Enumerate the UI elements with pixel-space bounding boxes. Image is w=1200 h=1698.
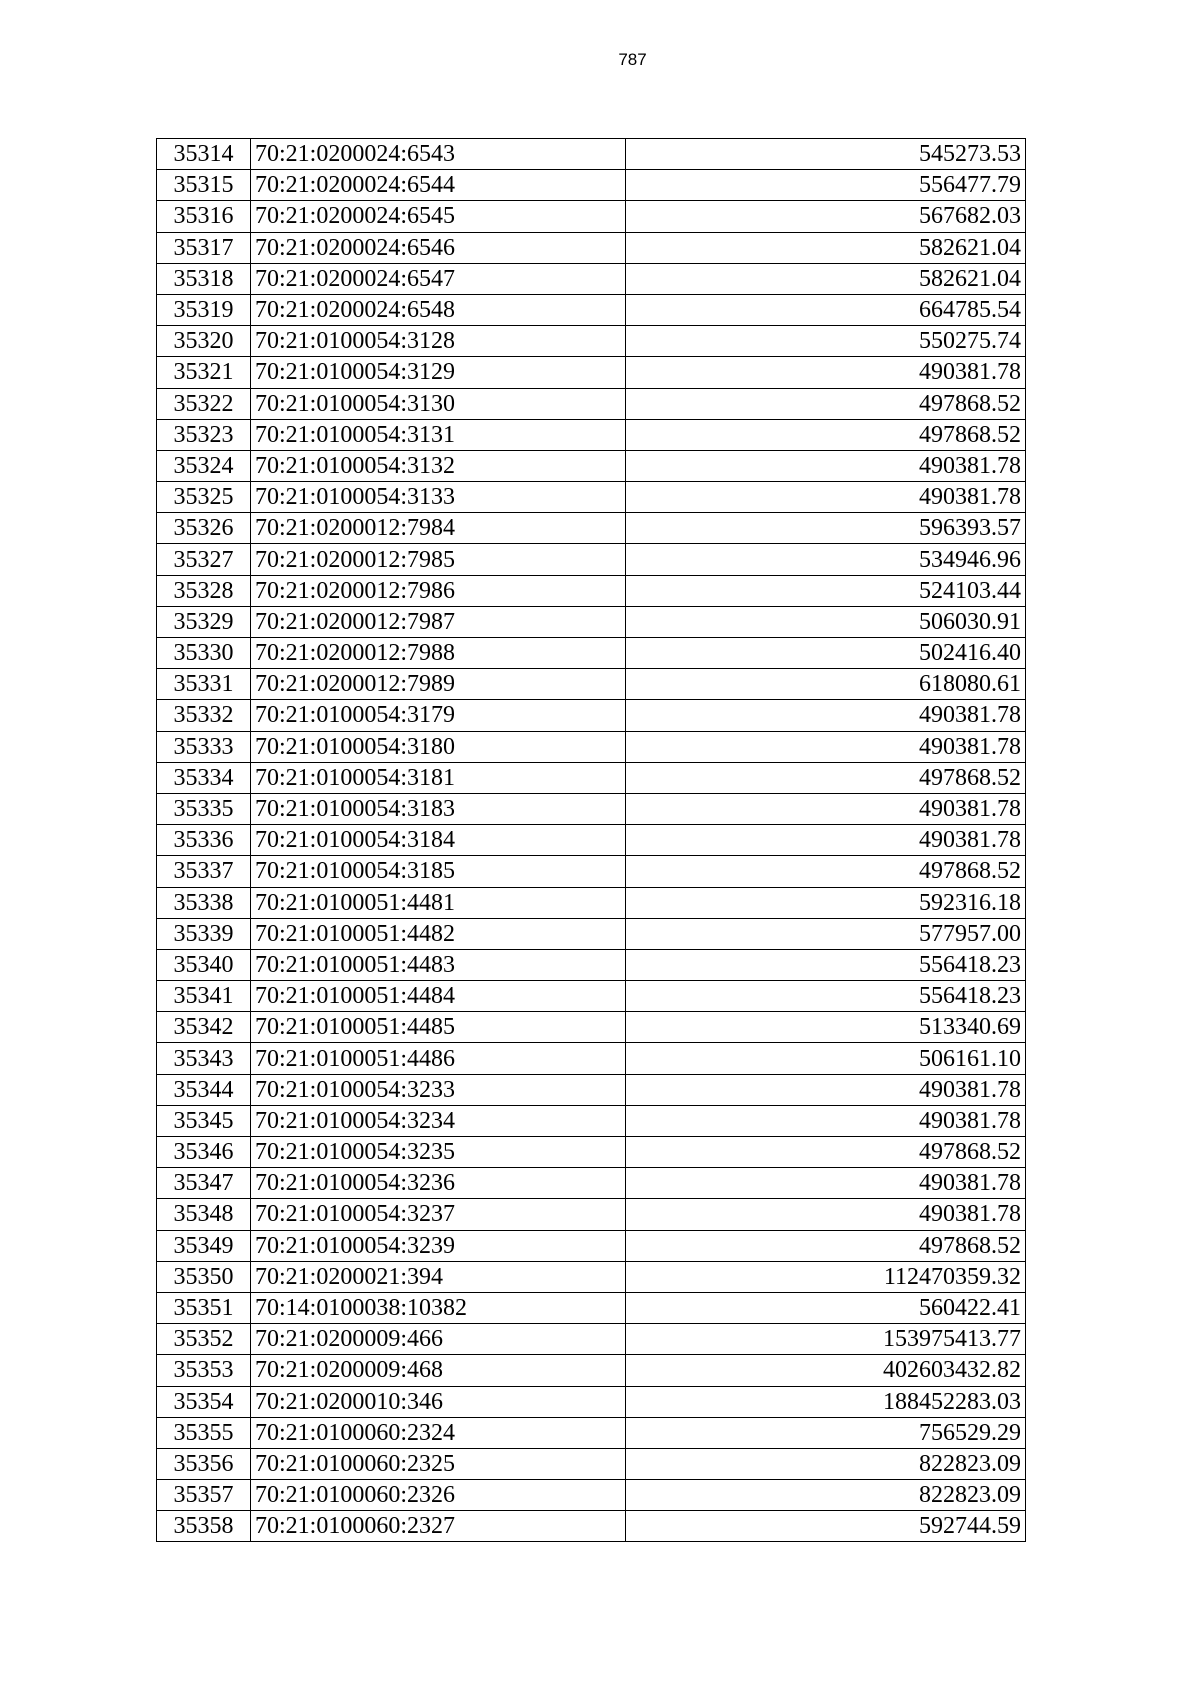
cadastral-number-cell: 70:21:0100054:3180	[251, 731, 626, 762]
cadastral-number-cell: 70:21:0100054:3128	[251, 326, 626, 357]
row-index-cell: 35349	[157, 1230, 251, 1261]
table-row	[157, 232, 1026, 263]
table-row	[157, 1261, 1026, 1292]
value-cell: 534946.96	[626, 544, 1026, 575]
value-cell: 560422.41	[626, 1292, 1026, 1323]
value-cell: 513340.69	[626, 1012, 1026, 1043]
row-index-cell: 35334	[157, 762, 251, 793]
table-row	[157, 1355, 1026, 1386]
cadastral-number-cell: 70:21:0200012:7988	[251, 638, 626, 669]
row-index-cell: 35332	[157, 700, 251, 731]
table-row	[157, 1324, 1026, 1355]
cadastral-number-cell: 70:21:0200024:6548	[251, 294, 626, 325]
row-index-cell: 35350	[157, 1261, 251, 1292]
value-cell: 490381.78	[626, 700, 1026, 731]
row-index-cell: 35344	[157, 1074, 251, 1105]
value-cell: 756529.29	[626, 1417, 1026, 1448]
value-cell: 497868.52	[626, 1137, 1026, 1168]
row-index-cell: 35321	[157, 357, 251, 388]
table-row	[157, 139, 1026, 170]
cadastral-number-cell: 70:21:0200021:394	[251, 1261, 626, 1292]
table-row	[157, 731, 1026, 762]
value-cell: 592744.59	[626, 1511, 1026, 1542]
row-index-cell: 35346	[157, 1137, 251, 1168]
table-row	[157, 1137, 1026, 1168]
value-cell: 490381.78	[626, 450, 1026, 481]
value-cell: 490381.78	[626, 731, 1026, 762]
cadastral-number-cell: 70:21:0100054:3185	[251, 856, 626, 887]
table-row	[157, 762, 1026, 793]
table-row	[157, 357, 1026, 388]
cadastral-number-cell: 70:21:0100060:2326	[251, 1480, 626, 1511]
row-index-cell: 35317	[157, 232, 251, 263]
table-row	[157, 981, 1026, 1012]
table-row	[157, 388, 1026, 419]
row-index-cell: 35330	[157, 638, 251, 669]
table-row	[157, 793, 1026, 824]
value-cell: 822823.09	[626, 1448, 1026, 1479]
row-index-cell: 35325	[157, 482, 251, 513]
table-row	[157, 825, 1026, 856]
cadastral-number-cell: 70:21:0100054:3234	[251, 1105, 626, 1136]
row-index-cell: 35355	[157, 1417, 251, 1448]
row-index-cell: 35316	[157, 201, 251, 232]
value-cell: 502416.40	[626, 638, 1026, 669]
table-row	[157, 419, 1026, 450]
table-row	[157, 1417, 1026, 1448]
value-cell: 497868.52	[626, 419, 1026, 450]
table-row	[157, 575, 1026, 606]
table-row	[157, 1105, 1026, 1136]
row-index-cell: 35354	[157, 1386, 251, 1417]
cadastral-number-cell: 70:21:0100054:3184	[251, 825, 626, 856]
table-body	[157, 139, 1026, 1542]
cadastral-number-cell: 70:21:0100054:3183	[251, 793, 626, 824]
table-row	[157, 1199, 1026, 1230]
row-index-cell: 35358	[157, 1511, 251, 1542]
cadastral-number-cell: 70:21:0200024:6543	[251, 139, 626, 170]
value-cell: 582621.04	[626, 232, 1026, 263]
value-cell: 822823.09	[626, 1480, 1026, 1511]
cadastral-value-table	[156, 138, 1026, 1542]
row-index-cell: 35335	[157, 793, 251, 824]
value-cell: 490381.78	[626, 1199, 1026, 1230]
table-row	[157, 1230, 1026, 1261]
value-cell: 550275.74	[626, 326, 1026, 357]
table-row	[157, 669, 1026, 700]
cadastral-number-cell: 70:21:0100054:3233	[251, 1074, 626, 1105]
row-index-cell: 35314	[157, 139, 251, 170]
cadastral-number-cell: 70:21:0100054:3132	[251, 450, 626, 481]
table-row	[157, 1074, 1026, 1105]
table-row	[157, 263, 1026, 294]
row-index-cell: 35326	[157, 513, 251, 544]
row-index-cell: 35356	[157, 1448, 251, 1479]
row-index-cell: 35318	[157, 263, 251, 294]
row-index-cell: 35336	[157, 825, 251, 856]
value-cell: 490381.78	[626, 1168, 1026, 1199]
cadastral-number-cell: 70:21:0100054:3131	[251, 419, 626, 450]
value-cell: 188452283.03	[626, 1386, 1026, 1417]
table-row	[157, 513, 1026, 544]
row-index-cell: 35345	[157, 1105, 251, 1136]
row-index-cell: 35320	[157, 326, 251, 357]
row-index-cell: 35342	[157, 1012, 251, 1043]
cadastral-number-cell: 70:21:0200009:466	[251, 1324, 626, 1355]
table-row	[157, 450, 1026, 481]
cadastral-number-cell: 70:21:0100054:3237	[251, 1199, 626, 1230]
cadastral-number-cell: 70:21:0100054:3239	[251, 1230, 626, 1261]
row-index-cell: 35351	[157, 1292, 251, 1323]
value-cell: 556418.23	[626, 981, 1026, 1012]
table-row	[157, 1012, 1026, 1043]
row-index-cell: 35322	[157, 388, 251, 419]
cadastral-number-cell: 70:21:0100051:4484	[251, 981, 626, 1012]
row-index-cell: 35328	[157, 575, 251, 606]
value-cell: 506030.91	[626, 606, 1026, 637]
cadastral-number-cell: 70:21:0200012:7986	[251, 575, 626, 606]
row-index-cell: 35315	[157, 170, 251, 201]
cadastral-number-cell: 70:21:0200010:346	[251, 1386, 626, 1417]
value-cell: 497868.52	[626, 762, 1026, 793]
cadastral-number-cell: 70:21:0200012:7984	[251, 513, 626, 544]
row-index-cell: 35353	[157, 1355, 251, 1386]
cadastral-number-cell: 70:21:0200012:7987	[251, 606, 626, 637]
value-cell: 490381.78	[626, 482, 1026, 513]
value-cell: 490381.78	[626, 357, 1026, 388]
row-index-cell: 35352	[157, 1324, 251, 1355]
row-index-cell: 35339	[157, 918, 251, 949]
cadastral-number-cell: 70:21:0100054:3133	[251, 482, 626, 513]
cadastral-number-cell: 70:21:0100051:4485	[251, 1012, 626, 1043]
value-cell: 556418.23	[626, 949, 1026, 980]
value-cell: 490381.78	[626, 793, 1026, 824]
row-index-cell: 35343	[157, 1043, 251, 1074]
cadastral-number-cell: 70:21:0100051:4483	[251, 949, 626, 980]
cadastral-number-cell: 70:14:0100038:10382	[251, 1292, 626, 1323]
cadastral-number-cell: 70:21:0100060:2324	[251, 1417, 626, 1448]
cadastral-number-cell: 70:21:0200012:7989	[251, 669, 626, 700]
row-index-cell: 35338	[157, 887, 251, 918]
table-row	[157, 1292, 1026, 1323]
cadastral-number-cell: 70:21:0200024:6547	[251, 263, 626, 294]
value-cell: 490381.78	[626, 1105, 1026, 1136]
row-index-cell: 35324	[157, 450, 251, 481]
cadastral-number-cell: 70:21:0100054:3179	[251, 700, 626, 731]
row-index-cell: 35319	[157, 294, 251, 325]
table-row	[157, 201, 1026, 232]
cadastral-number-cell: 70:21:0200012:7985	[251, 544, 626, 575]
row-index-cell: 35357	[157, 1480, 251, 1511]
value-cell: 664785.54	[626, 294, 1026, 325]
row-index-cell: 35337	[157, 856, 251, 887]
table-row	[157, 918, 1026, 949]
cadastral-number-cell: 70:21:0200024:6546	[251, 232, 626, 263]
cadastral-number-cell: 70:21:0100054:3129	[251, 357, 626, 388]
value-cell: 506161.10	[626, 1043, 1026, 1074]
table-row	[157, 482, 1026, 513]
value-cell: 582621.04	[626, 263, 1026, 294]
value-cell: 497868.52	[626, 1230, 1026, 1261]
table-row	[157, 606, 1026, 637]
table-row	[157, 1168, 1026, 1199]
table-row	[157, 638, 1026, 669]
value-cell: 524103.44	[626, 575, 1026, 606]
value-cell: 497868.52	[626, 856, 1026, 887]
value-cell: 490381.78	[626, 825, 1026, 856]
row-index-cell: 35348	[157, 1199, 251, 1230]
table-row	[157, 1480, 1026, 1511]
table-row	[157, 887, 1026, 918]
table-row	[157, 1511, 1026, 1542]
cadastral-number-cell: 70:21:0100054:3235	[251, 1137, 626, 1168]
row-index-cell: 35327	[157, 544, 251, 575]
value-cell: 596393.57	[626, 513, 1026, 544]
cadastral-number-cell: 70:21:0100054:3130	[251, 388, 626, 419]
value-cell: 497868.52	[626, 388, 1026, 419]
value-cell: 112470359.32	[626, 1261, 1026, 1292]
value-cell: 490381.78	[626, 1074, 1026, 1105]
value-cell: 577957.00	[626, 918, 1026, 949]
page-number: 787	[618, 50, 647, 69]
table-row	[157, 856, 1026, 887]
cadastral-number-cell: 70:21:0200024:6545	[251, 201, 626, 232]
cadastral-number-cell: 70:21:0100051:4481	[251, 887, 626, 918]
table-row	[157, 294, 1026, 325]
cadastral-number-cell: 70:21:0200024:6544	[251, 170, 626, 201]
cadastral-number-cell: 70:21:0100060:2325	[251, 1448, 626, 1479]
table-row	[157, 949, 1026, 980]
row-index-cell: 35331	[157, 669, 251, 700]
cadastral-number-cell: 70:21:0100060:2327	[251, 1511, 626, 1542]
row-index-cell: 35340	[157, 949, 251, 980]
value-cell: 153975413.77	[626, 1324, 1026, 1355]
row-index-cell: 35323	[157, 419, 251, 450]
value-cell: 402603432.82	[626, 1355, 1026, 1386]
cadastral-number-cell: 70:21:0100054:3236	[251, 1168, 626, 1199]
table-row	[157, 1386, 1026, 1417]
value-cell: 618080.61	[626, 669, 1026, 700]
cadastral-number-cell: 70:21:0100051:4486	[251, 1043, 626, 1074]
row-index-cell: 35329	[157, 606, 251, 637]
row-index-cell: 35333	[157, 731, 251, 762]
value-cell: 592316.18	[626, 887, 1026, 918]
table-row	[157, 700, 1026, 731]
table-row	[157, 544, 1026, 575]
cadastral-number-cell: 70:21:0100051:4482	[251, 918, 626, 949]
cadastral-number-cell: 70:21:0200009:468	[251, 1355, 626, 1386]
table-row	[157, 1043, 1026, 1074]
table-row	[157, 326, 1026, 357]
row-index-cell: 35341	[157, 981, 251, 1012]
table-row	[157, 1448, 1026, 1479]
table-row	[157, 170, 1026, 201]
value-cell: 545273.53	[626, 139, 1026, 170]
cadastral-number-cell: 70:21:0100054:3181	[251, 762, 626, 793]
row-index-cell: 35347	[157, 1168, 251, 1199]
value-cell: 567682.03	[626, 201, 1026, 232]
value-cell: 556477.79	[626, 170, 1026, 201]
